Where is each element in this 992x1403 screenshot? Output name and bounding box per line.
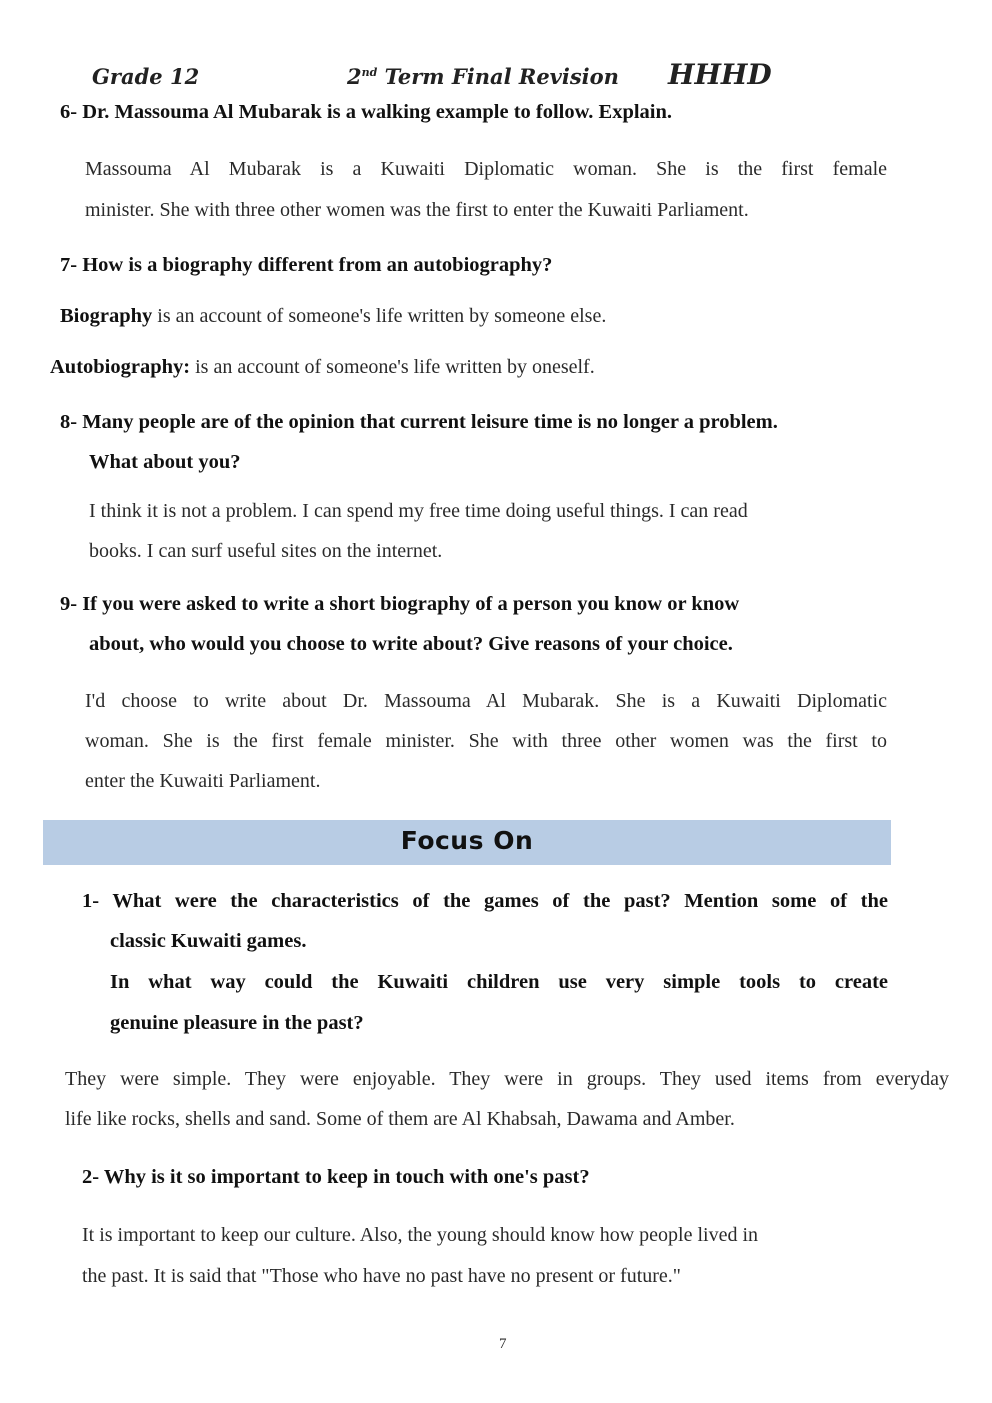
q8-question-line2: What about you? — [89, 451, 241, 473]
q7-autobiography — [50, 356, 595, 379]
focus-q1-line3: In what way could the Kuwaiti children use very simple tools to create — [110, 971, 888, 993]
focus-a2-line1: It is important to keep our culture. Also, the young should know how people lived in — [82, 1224, 759, 1246]
header-term — [347, 64, 619, 89]
header-term-sup: nd — [361, 66, 378, 79]
focus-a2-line2: the past. It is said that "Those who have no past have no present or future." — [82, 1265, 681, 1287]
q7-biography-definition: is an account of someone's life written by someone else. — [152, 305, 607, 327]
q9-question-line2: about, who would you choose to write about? Give reasons of your choice. — [89, 633, 733, 655]
q9-answer-line2: woman. She is the first female minister. She with three other women was the first to — [85, 730, 887, 752]
header-initials: HHHD — [668, 58, 772, 91]
q7-question: 7- How is a biography different from an autobiography? — [60, 254, 553, 276]
q6-question: 6- Dr. Massouma Al Mubarak is a walking example to follow. Explain. — [60, 101, 673, 123]
q7-autobiography-definition: is an account of someone's life written by oneself. — [190, 356, 595, 378]
page-number: 7 — [499, 1336, 507, 1352]
header-term-number: 2 — [347, 64, 362, 89]
focus-a1-line2: life like rocks, shells and sand. Some of them are Al Khabsah, Dawama and Amber. — [65, 1108, 735, 1130]
q9-answer-line1: I'd choose to write about Dr. Massouma Al Mubarak. She is a Kuwaiti Diplomatic — [85, 690, 887, 712]
q6-answer-line1: Massouma Al Mubarak is a Kuwaiti Diplomatic woman. She is the first female — [85, 158, 887, 180]
focus-q1-line4: genuine pleasure in the past? — [110, 1012, 364, 1034]
q7-biography-term: Biography — [60, 305, 153, 327]
q7-autobiography-term: Autobiography: — [50, 356, 191, 378]
focus-a1-line1: They were simple. They were enjoyable. They were in groups. They used items from everyday — [65, 1068, 949, 1090]
focus-on-title: Focus On — [400, 826, 534, 855]
focus-q1-line2: classic Kuwaiti games. — [110, 930, 307, 952]
focus-on-banner — [43, 820, 891, 865]
q9-question-line1: 9- If you were asked to write a short biography of a person you know or know — [60, 593, 740, 615]
q8-answer-line1: I think it is not a problem. I can spend my free time doing useful things. I can read — [89, 500, 748, 522]
q6-answer-line2: minister. She with three other women was the first to enter the Kuwaiti Parliament. — [85, 199, 749, 221]
q9-answer-line3: enter the Kuwaiti Parliament. — [85, 770, 321, 792]
q8-question-line1: 8- Many people are of the opinion that current leisure time is no longer a problem. — [60, 411, 778, 433]
focus-q1-line1: 1- What were the characteristics of the games of the past? Mention some of the — [82, 890, 888, 912]
q7-biography — [60, 305, 606, 328]
header-grade: Grade 12 — [92, 64, 200, 89]
q8-answer-line2: books. I can surf useful sites on the internet. — [89, 540, 443, 562]
header-term-label: Term Final Revision — [384, 64, 619, 89]
focus-q2-question: 2- Why is it so important to keep in touch with one's past? — [82, 1166, 590, 1188]
